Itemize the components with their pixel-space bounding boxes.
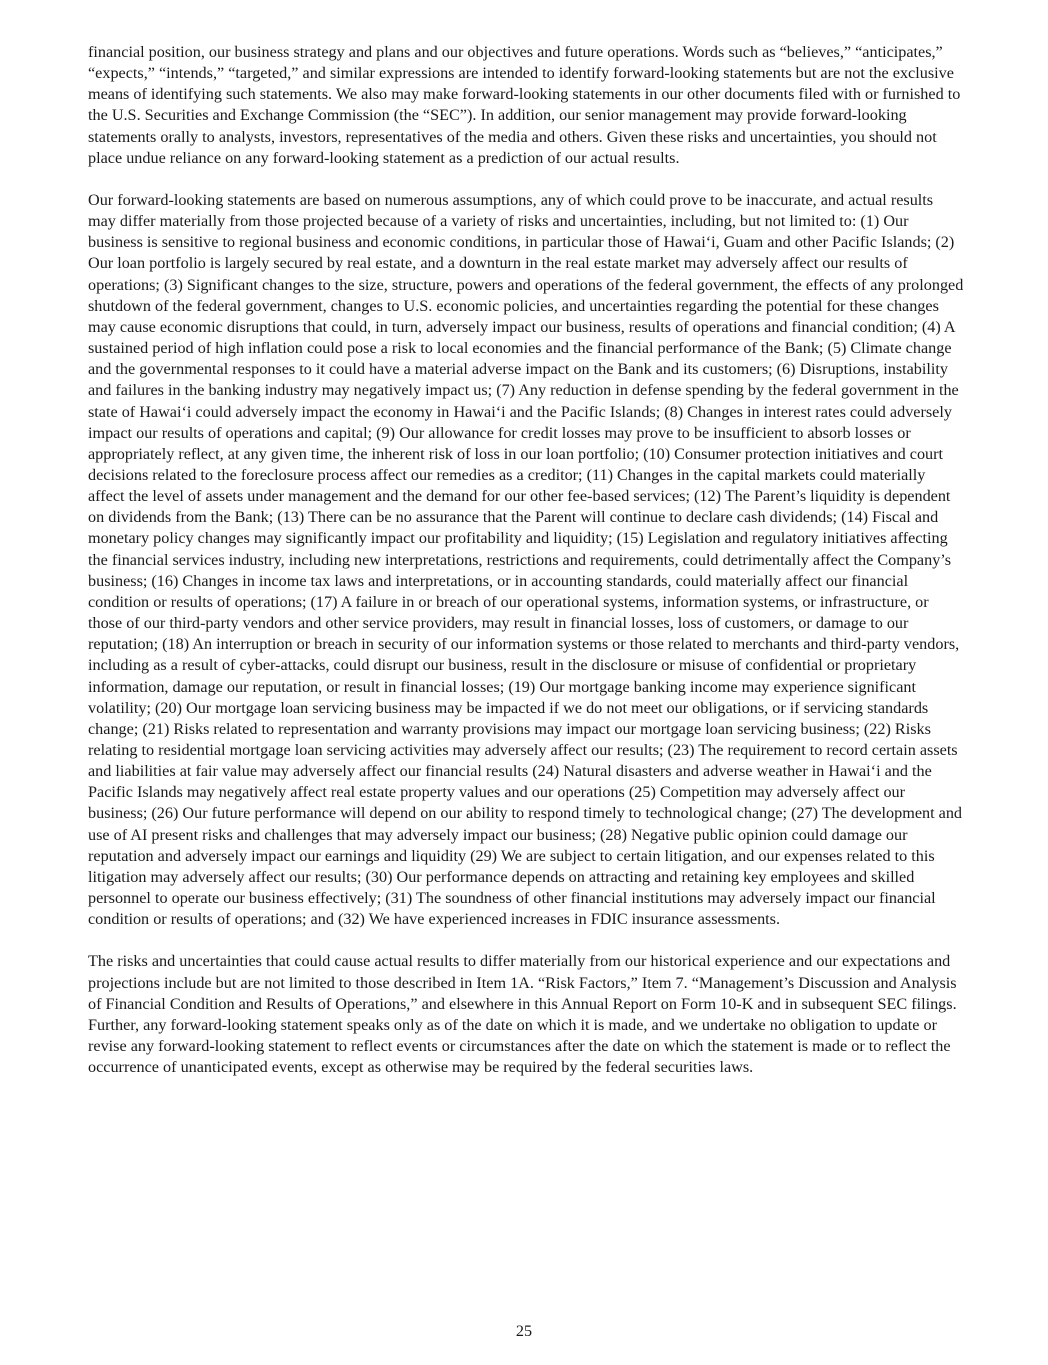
document-body [88,42,964,1099]
paragraph-risk-factors-list: Our forward-looking statements are based on numerous assumptions, any of which could prove to be inaccurate, and actual results may differ materially from those projected because of a variety of risks and uncertainties, including, but not limited to: (1) Our business is sensitive to regional business and economic conditions, in particular those of Hawai‘i, Guam and other Pacific Islands; (2) Our loan portfolio is largely secured by real estate, and a downturn in the real estate market may adversely affect our results of operations; (3) Significant changes to the size, structure, powers and operations of the federal government, the effects of any prolonged shutdown of the federal government, changes to U.S. economic policies, and uncertainties regarding the potential for these changes may cause economic disruptions that could, in turn, adversely impact our business, results of operations and financial condition; (4) A sustained period of high inflation could pose a risk to local economies and the financial performance of the Bank; (5) Climate change and the governmental responses to it could have a material adverse impact on the Bank and its customers; (6) Disruptions, instability and failures in the banking industry may negatively impact us; (7) Any reduction in defense spending by the federal government in the state of Hawai‘i could adversely impact the economy in Hawai‘i and the Pacific Islands; (8) Changes in interest rates could adversely impact our results of operations and capital; (9) Our allowance for credit losses may prove to be insufficient to absorb losses or appropriately reflect, at any given time, the inherent risk of loss in our loan portfolio; (10) Consumer protection initiatives and court decisions related to the foreclosure process affect our remedies as a creditor; (11) Changes in the capital markets could materially affect the level of assets under management and the demand for our other fee-based services; (12) The Parent’s liquidity is dependent on dividends from the Bank; (13) There can be no assurance that the Parent will continue to declare cash dividends; (14) Fiscal and monetary policy changes may significantly impact our profitability and liquidity; (15) Legislation and regulatory initiatives affecting the financial services industry, including new interpretations, restrictions and requirements, could detrimentally affect the Company’s business; (16) Changes in income tax laws and interpretations, or in accounting standards, could materially affect our financial condition or results of operations; (17) A failure in or breach of our operational systems, information systems, or infrastructure, or those of our third-party vendors and other service providers, may result in financial losses, loss of customers, or damage to our reputation; (18) An interruption or breach in security of our information systems or those related to merchants and third-party vendors, including as a result of cyber-attacks, could disrupt our business, result in the disclosure or misuse of confidential or proprietary information, damage our reputation, or result in financial losses; (19) Our mortgage banking income may experience significant volatility; (20) Our mortgage loan servicing business may be impacted if we do not meet our obligations, or if servicing standards change; (21) Risks related to representation and warranty provisions may impact our mortgage loan servicing business; (22) Risks relating to residential mortgage loan servicing activities may adversely affect our results; (23) The requirement to record certain assets and liabilities at fair value may adversely affect our financial results (24) Natural disasters and adverse weather in Hawai‘i and the Pacific Islands may negatively affect real estate property values and our operations (25) Competition may adversely affect our business; (26) Our future performance will depend on our ability to respond timely to technological change; (27) The development and use of AI present risks and challenges that may adversely impact our business; (28) Negative public opinion could damage our reputation and adversely impact our earnings and liquidity (29) We are subject to certain litigation, and our expenses related to this litigation may adversely affect our results; (30) Our performance depends on attracting and retaining key employees and skilled personnel to operate our business effectively; (31) The soundness of other financial institutions may adversely impact our financial condition or results of operations; and (32) We have experienced increases in FDIC insurance assessments. [88,190,964,929]
paragraph-risks-and-uncertainties: The risks and uncertainties that could cause actual results to differ materially from our historical experience and our expectations and projections include but are not limited to those described in Item 1A. “Risk Factors,” Item 7. “Management’s Discussion and Analysis of Financial Condition and Results of Operations,” and elsewhere in this Annual Report on Form 10-K and in subsequent SEC filings. Further, any forward-looking statement speaks only as of the date on which it is made, and we undertake no obligation to update or revise any forward-looking statement to reflect events or circumstances after the date on which the statement is made or to reflect the occurrence of unanticipated events, except as otherwise may be required by the federal securities laws. [88,952,957,1077]
page-number: 25 [515,1322,533,1340]
paragraph-forward-looking-intro: financial position, our business strategy and plans and our objectives and future operations. Words such as “believes,” “anticipates,” “expects,” “intends,” “targeted,” and similar expressions are intended to identify forward-looking statements but are not the exclusive means of identifying such statements. We also may make forward-looking statements in our other documents filed with or furnished to the U.S. Securities and Exchange Commission (the “SEC”). In addition, our senior management may provide forward-looking statements orally to analysts, investors, representatives of the media and others. Given these risks and uncertainties, you should not place undue reliance on any forward-looking statement as a prediction of our actual results. [88,43,961,167]
